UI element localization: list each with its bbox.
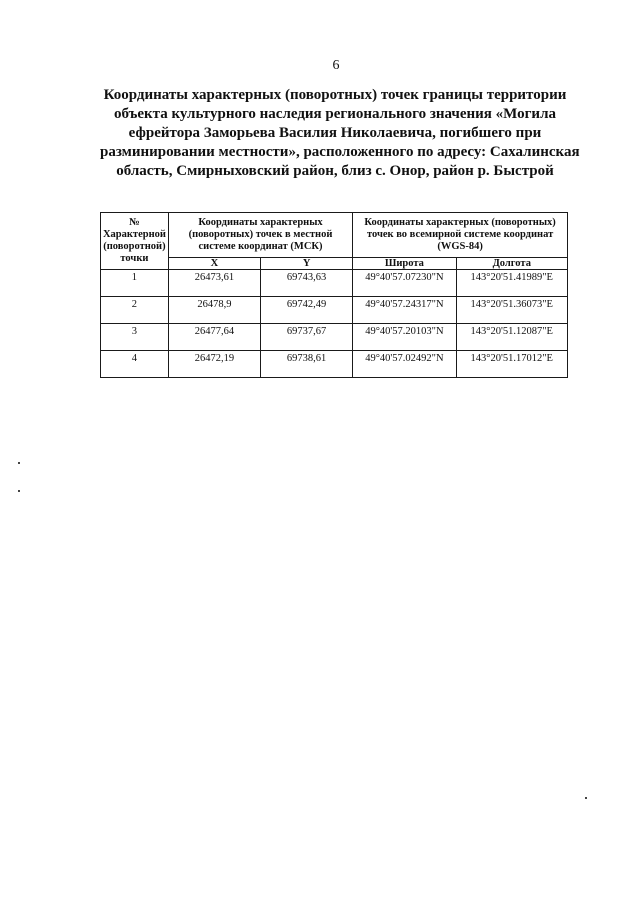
cell-y: 69742,49 [261, 297, 353, 324]
scan-speck [18, 490, 20, 492]
table-row [101, 297, 568, 324]
cell-longitude: 143°20'51.17012"E [456, 351, 567, 378]
page-number: 6 [332, 58, 340, 73]
table-row [101, 351, 568, 378]
header-msk-coordinates: Координаты характерных (поворотных) точек в местной системе координат (МСК) [168, 213, 352, 258]
coordinates-table [100, 212, 568, 378]
scan-speck [585, 797, 587, 799]
cell-y: 69737,67 [261, 324, 353, 351]
title-line: Координаты характерных (поворотных) точек границы территории [103, 87, 567, 103]
title-line: ефрейтора Заморьева Василия Николаевича, погибшего при [128, 125, 542, 141]
cell-y: 69738,61 [261, 351, 353, 378]
title-line: область, Смирныховский район, близ с. Онор, район р. Быстрой [116, 163, 554, 179]
cell-latitude: 49°40'57.20103"N [353, 324, 456, 351]
cell-y: 69743,63 [261, 270, 353, 297]
table-subheader-row [101, 258, 568, 270]
cell-x: 26472,19 [168, 351, 260, 378]
table-row [101, 270, 568, 297]
subheader-x: X [168, 258, 260, 270]
cell-x: 26477,64 [168, 324, 260, 351]
cell-latitude: 49°40'57.07230"N [353, 270, 456, 297]
cell-longitude: 143°20'51.12087"E [456, 324, 567, 351]
cell-point-number: 2 [101, 297, 169, 324]
subheader-latitude: Широта [353, 258, 456, 270]
cell-longitude: 143°20'51.36073"E [456, 297, 567, 324]
header-point-number: № Характерной (поворотной) точки [101, 213, 169, 270]
cell-point-number: 3 [101, 324, 169, 351]
cell-latitude: 49°40'57.02492"N [353, 351, 456, 378]
cell-longitude: 143°20'51.41989"E [456, 270, 567, 297]
table-row [101, 324, 568, 351]
title-line: объекта культурного наследия регионального значения «Могила [114, 106, 556, 122]
table-header-row [101, 213, 568, 258]
subheader-y: Y [261, 258, 353, 270]
subheader-longitude: Долгота [456, 258, 567, 270]
title-line: разминировании местности», расположенного по адресу: Сахалинская [100, 144, 580, 160]
header-wgs-coordinates: Координаты характерных (поворотных) точек во всемирной системе координат (WGS-84) [353, 213, 568, 258]
cell-x: 26478,9 [168, 297, 260, 324]
scan-speck [18, 462, 20, 464]
cell-point-number: 4 [101, 351, 169, 378]
cell-point-number: 1 [101, 270, 169, 297]
document-title [100, 86, 580, 181]
cell-latitude: 49°40'57.24317"N [353, 297, 456, 324]
cell-x: 26473,61 [168, 270, 260, 297]
